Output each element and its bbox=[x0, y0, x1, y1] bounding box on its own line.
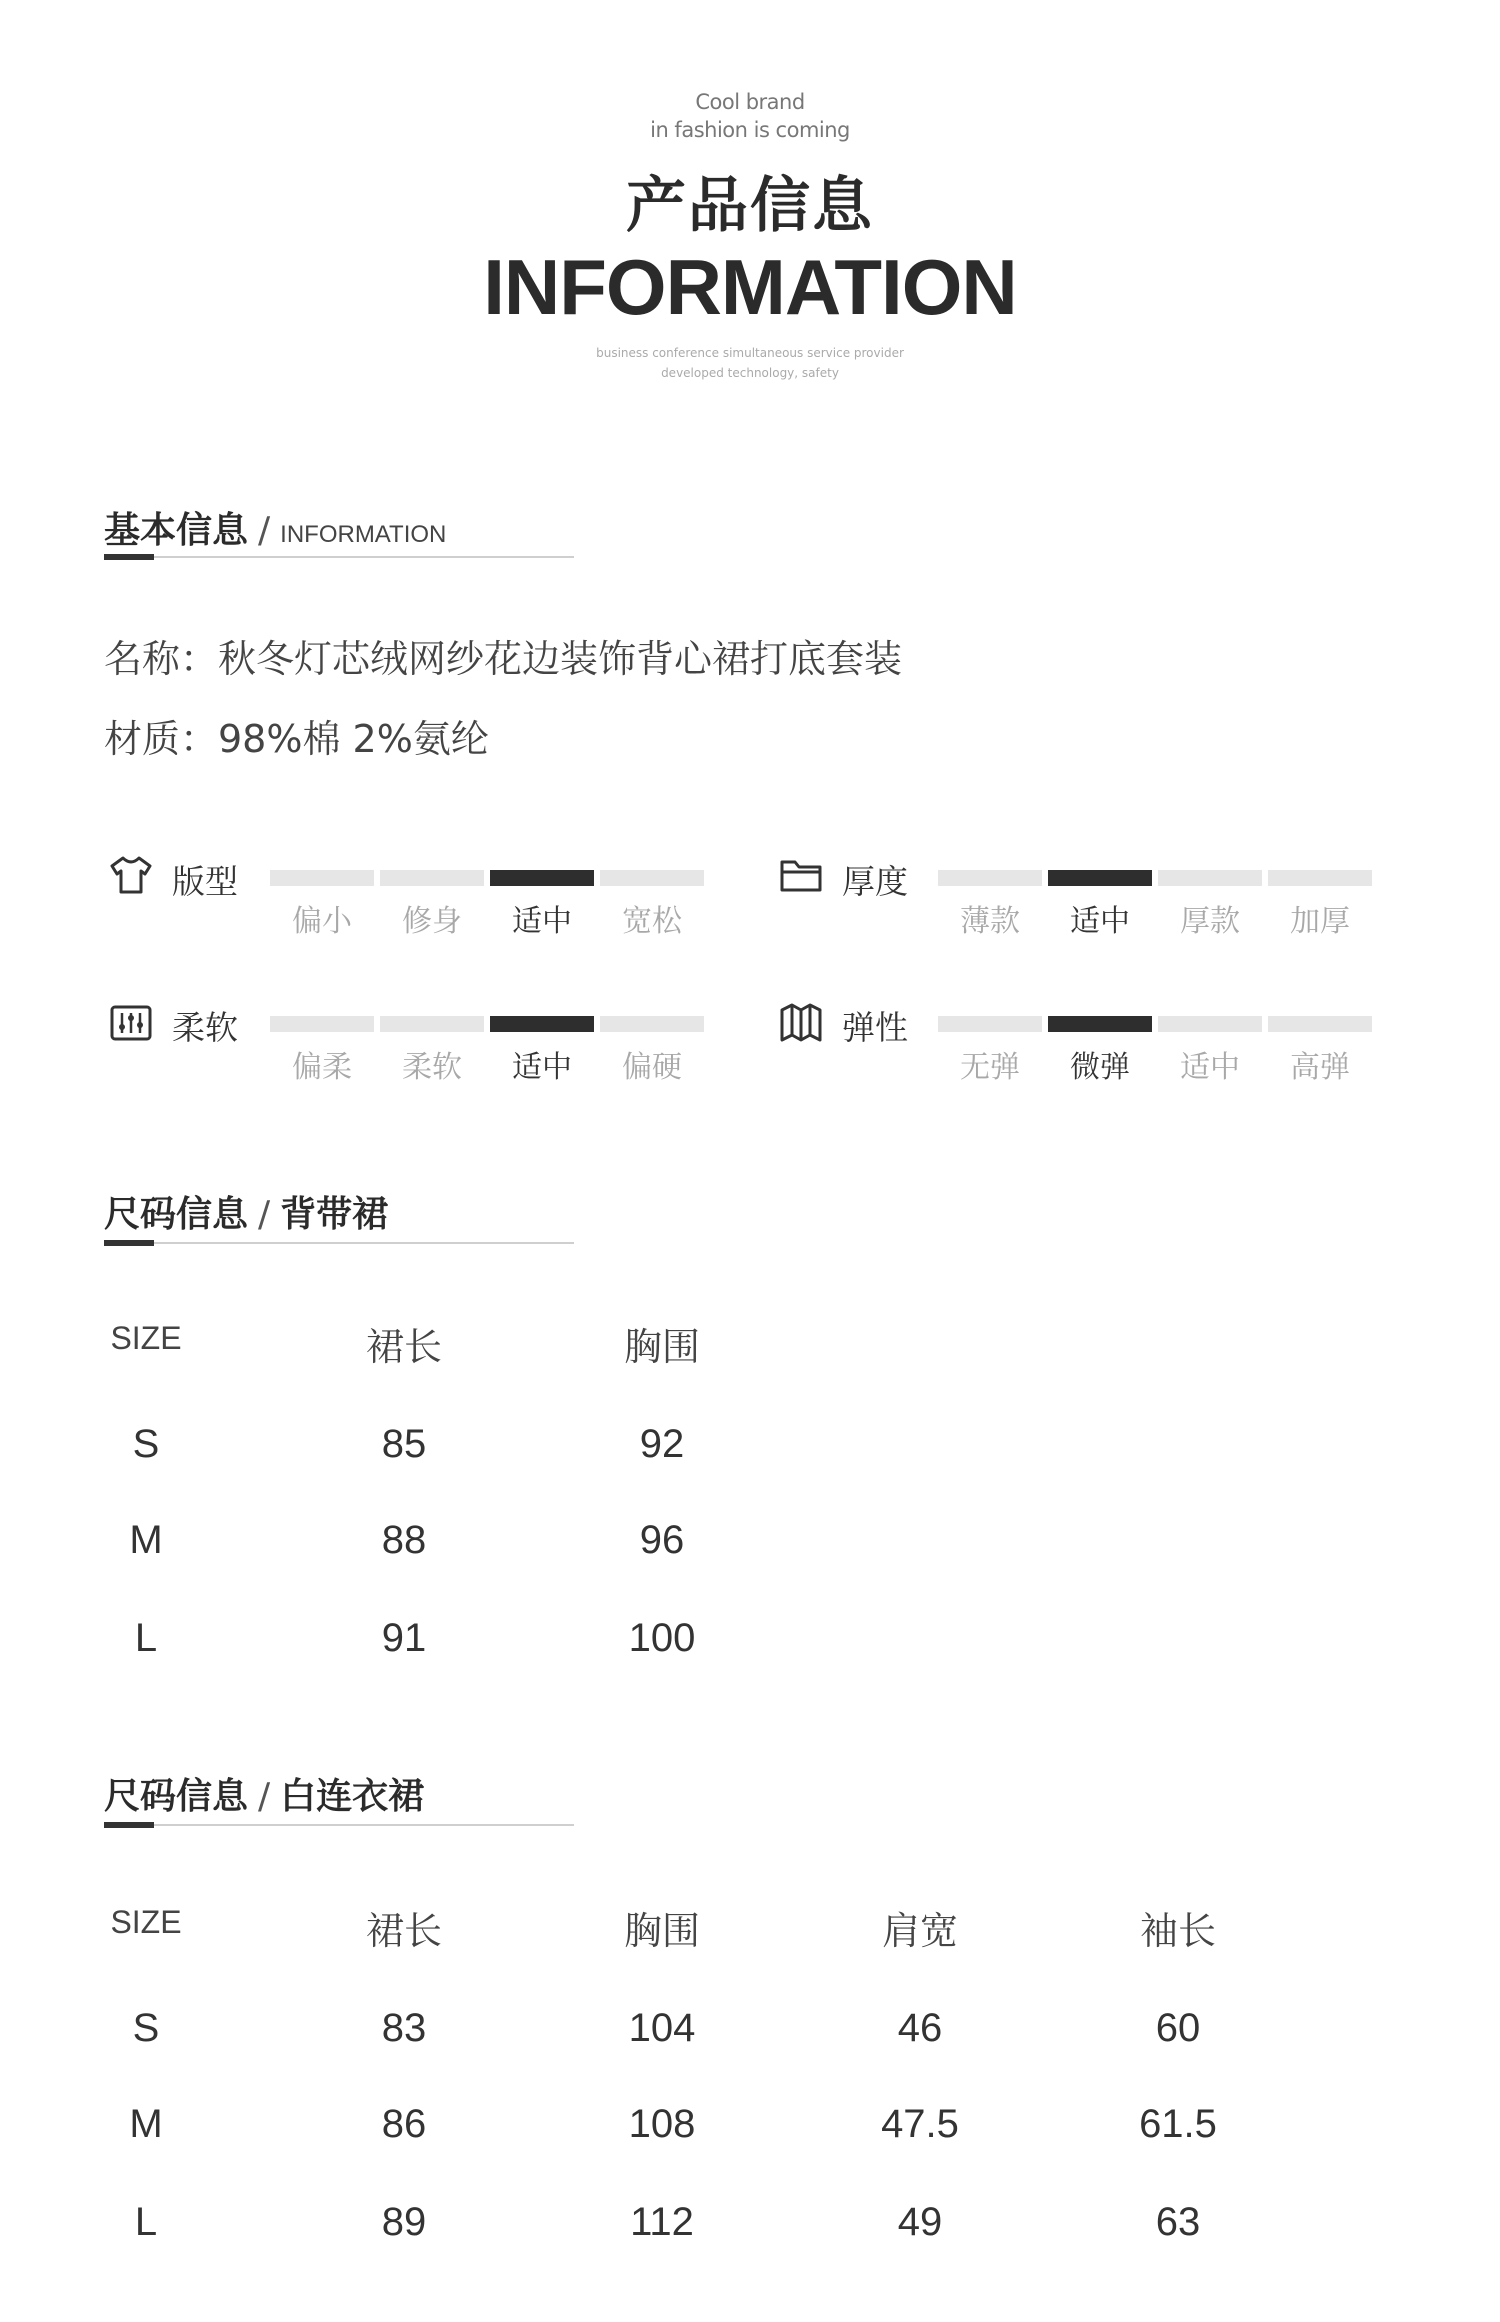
attr-fit-seg-3 bbox=[490, 870, 594, 886]
table-cell: L bbox=[134, 2200, 158, 2244]
table-cell: 89 bbox=[381, 2200, 427, 2244]
table-cell: 61.5 bbox=[1139, 2102, 1217, 2146]
attr-elasticity-seg-1 bbox=[938, 1016, 1042, 1032]
attr-fit-option-selected: 适中 bbox=[512, 904, 572, 939]
attr-elasticity-option: 无弹 bbox=[960, 1050, 1020, 1085]
size-table-1-heading bbox=[104, 1186, 388, 1237]
attr-elasticity-option-selected: 微弹 bbox=[1070, 1050, 1130, 1085]
folder-icon bbox=[778, 852, 824, 902]
table-cell: 96 bbox=[639, 1518, 685, 1562]
product-name-line: 名称：秋冬灯芯绒网纱花边装饰背心裙打底套装 bbox=[104, 637, 903, 681]
attr-softness-seg-1 bbox=[270, 1016, 374, 1032]
attr-fit-label: 版型 bbox=[172, 862, 238, 901]
attr-softness-seg-2 bbox=[380, 1016, 484, 1032]
brand-tagline-2: in fashion is coming bbox=[650, 118, 850, 142]
attr-softness-option: 偏柔 bbox=[292, 1050, 352, 1085]
table-cell: 100 bbox=[628, 1616, 696, 1660]
product-material-line: 材质：98%棉 2%氨纶 bbox=[104, 717, 489, 761]
table-cell: 60 bbox=[1155, 2006, 1201, 2050]
page-title-cn: 产品信息 bbox=[626, 171, 874, 241]
section-divider bbox=[104, 556, 574, 558]
attr-softness-label: 柔软 bbox=[172, 1008, 238, 1047]
section-divider-accent bbox=[104, 1240, 154, 1246]
table-cell: S bbox=[132, 2006, 160, 2050]
size-table-1-header: SIZE bbox=[110, 1320, 182, 1356]
attr-thickness-seg-1 bbox=[938, 870, 1042, 886]
attr-fit-seg-4 bbox=[600, 870, 704, 886]
size-table-2-title: 尺码信息 bbox=[104, 1776, 249, 1817]
attr-fit-seg-1 bbox=[270, 870, 374, 886]
sliders-icon bbox=[108, 1000, 154, 1050]
attr-fit-option: 偏小 bbox=[292, 904, 352, 939]
basic-info-title: 基本信息 bbox=[104, 510, 249, 551]
header-subtitle-2: developed technology, safety bbox=[661, 366, 839, 380]
size-table-2-heading bbox=[104, 1768, 424, 1819]
brand-tagline-1: Cool brand bbox=[695, 90, 805, 114]
table-cell: 108 bbox=[628, 2102, 696, 2146]
table-cell: 85 bbox=[381, 1422, 427, 1466]
tshirt-icon bbox=[108, 852, 154, 902]
attr-elasticity-label: 弹性 bbox=[842, 1008, 908, 1047]
attr-softness-option: 柔软 bbox=[402, 1050, 462, 1085]
attr-thickness-label: 厚度 bbox=[842, 862, 908, 901]
header-subtitle-1: business conference simultaneous service provider bbox=[596, 346, 904, 360]
size-table-2-header: 袖长 bbox=[1139, 1909, 1216, 1953]
attr-softness-option: 偏硬 bbox=[622, 1050, 682, 1085]
table-cell: M bbox=[129, 1518, 163, 1562]
size-table-1-header: 胸围 bbox=[623, 1325, 700, 1369]
map-icon bbox=[778, 1000, 824, 1050]
heading-separator: / bbox=[258, 1194, 271, 1235]
attr-softness-seg-4 bbox=[600, 1016, 704, 1032]
size-table-2-header: 裙长 bbox=[365, 1909, 442, 1953]
heading-separator: / bbox=[258, 510, 271, 551]
section-divider-accent bbox=[104, 554, 154, 560]
table-cell: 88 bbox=[381, 1518, 427, 1562]
attr-thickness-option: 厚款 bbox=[1180, 904, 1240, 939]
page-title-en: INFORMATION bbox=[483, 243, 1017, 331]
table-cell: 91 bbox=[381, 1616, 427, 1660]
attr-thickness-seg-2 bbox=[1048, 870, 1152, 886]
section-divider bbox=[104, 1824, 574, 1826]
attr-elasticity-option: 适中 bbox=[1180, 1050, 1240, 1085]
table-cell: 83 bbox=[381, 2006, 427, 2050]
attr-softness-seg-3 bbox=[490, 1016, 594, 1032]
size-table-1-subtitle: 背带裙 bbox=[280, 1194, 389, 1235]
attr-thickness-seg-3 bbox=[1158, 870, 1262, 886]
attr-elasticity-seg-2 bbox=[1048, 1016, 1152, 1032]
table-cell: L bbox=[134, 1616, 158, 1660]
section-divider-accent bbox=[104, 1822, 154, 1828]
section-divider bbox=[104, 1242, 574, 1244]
attr-elasticity-seg-4 bbox=[1268, 1016, 1372, 1032]
attr-thickness-option: 薄款 bbox=[960, 904, 1020, 939]
attr-thickness-seg-4 bbox=[1268, 870, 1372, 886]
attr-fit-option: 宽松 bbox=[622, 904, 682, 939]
basic-info-title-en: INFORMATION bbox=[280, 521, 447, 548]
size-table-2-header: 胸围 bbox=[623, 1909, 700, 1953]
attr-fit-seg-2 bbox=[380, 870, 484, 886]
table-cell: 49 bbox=[897, 2200, 943, 2244]
table-cell: 47.5 bbox=[881, 2102, 959, 2146]
table-cell: 92 bbox=[639, 1422, 685, 1466]
table-cell: 63 bbox=[1155, 2200, 1201, 2244]
table-cell: M bbox=[129, 2102, 163, 2146]
attr-thickness-option-selected: 适中 bbox=[1070, 904, 1130, 939]
attr-elasticity-option: 高弹 bbox=[1290, 1050, 1350, 1085]
attr-thickness-option: 加厚 bbox=[1290, 904, 1350, 939]
table-cell: 112 bbox=[630, 2200, 694, 2244]
attr-softness-option-selected: 适中 bbox=[512, 1050, 572, 1085]
size-table-1-title: 尺码信息 bbox=[104, 1194, 249, 1235]
table-cell: 46 bbox=[897, 2006, 943, 2050]
size-table-2-header: 肩宽 bbox=[881, 1909, 958, 1953]
attr-fit-option: 修身 bbox=[402, 904, 462, 939]
table-cell: 86 bbox=[381, 2102, 427, 2146]
attr-elasticity-seg-3 bbox=[1158, 1016, 1262, 1032]
heading-separator: / bbox=[258, 1776, 271, 1817]
size-table-1-header: 裙长 bbox=[365, 1325, 442, 1369]
size-table-2-header: SIZE bbox=[110, 1904, 182, 1940]
basic-info-heading bbox=[104, 502, 446, 553]
table-cell: 104 bbox=[628, 2006, 696, 2050]
size-table-2-subtitle: 白连衣裙 bbox=[280, 1776, 425, 1817]
table-cell: S bbox=[132, 1422, 160, 1466]
